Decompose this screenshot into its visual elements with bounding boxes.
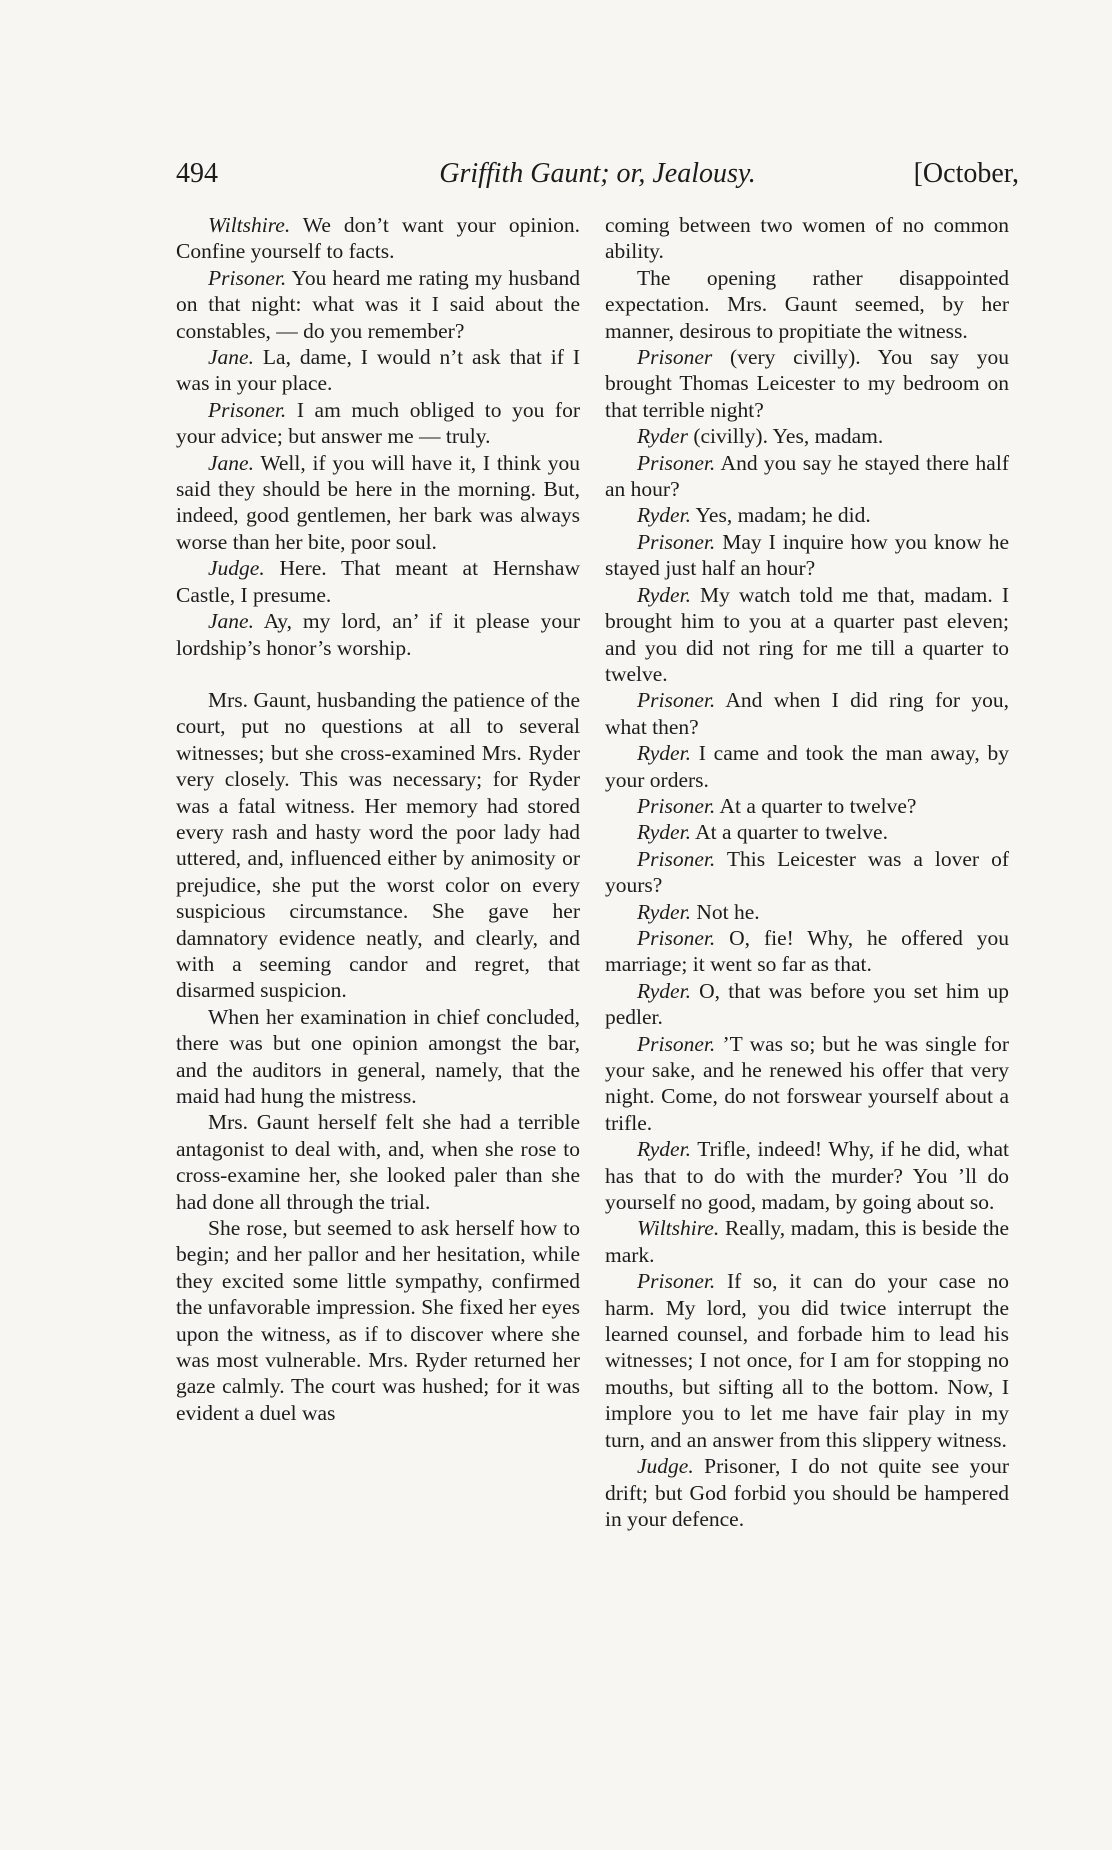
dialogue-text: May I inquire how you know he stayed just half an hour?	[605, 529, 1009, 581]
speaker-name: Prisoner.	[637, 529, 716, 554]
dialogue-paragraph	[605, 687, 1009, 740]
dialogue-paragraph	[605, 793, 1009, 819]
narrative-paragraph: Mrs. Gaunt, husbanding the patience of the court, put no questions at all to several witnesses; but she cross-examined Mrs. Ryder very closely. This was necessary; for Ryder was a fatal witness. Her memory had stored every rash and hasty word the poor lady had uttered, and, influenced either by animosity or prejudice, she put the worst color on every suspicious circumstance. She gave her damnatory evidence neatly, and clearly, and with a seeming candor and regret, that disarmed suspicion.	[176, 687, 580, 1003]
dialogue-paragraph	[605, 740, 1009, 793]
dialogue-text: Trifle, indeed! Why, if he did, what has that to do with the murder? You ’ll do yourself no good, madam, by going about so.	[605, 1137, 1009, 1215]
dialogue-text: Prisoner, I do not quite see your drift; but God forbid you should be hampered in your defence.	[605, 1454, 1009, 1531]
dialogue-paragraph	[176, 608, 580, 661]
dialogue-text: O, fie! Why, he offered you marriage; it went so far as that.	[605, 925, 1009, 977]
dialogue-text: ’T was so; but he was single for your sake, and he renewed his offer that very night. Come, do not forswear yourself about a trifle.	[605, 1031, 1009, 1135]
dialogue-paragraph	[605, 1453, 1009, 1532]
dialogue-text: At a quarter to twelve?	[715, 793, 917, 818]
speaker-name: Ryder.	[637, 582, 691, 607]
dialogue-text: And when I did ring for you, what then?	[605, 688, 1009, 739]
dialogue-paragraph	[176, 555, 580, 608]
dialogue-text: Well, if you will have it, I think you said they should be here in the morning. But, indeed, good gentlemen, her bark was always worse than her bite, poor soul.	[176, 450, 580, 554]
dialogue-paragraph	[176, 212, 580, 265]
speaker-name: Prisoner.	[637, 1269, 716, 1294]
speaker-name: Prisoner.	[637, 688, 716, 713]
dialogue-paragraph	[176, 397, 580, 450]
dialogue-paragraph	[605, 502, 1009, 528]
dialogue-text: My watch told me that, madam. I brought him to you at a quarter past eleven; and you did not ring for me till a quarter to twelve.	[605, 582, 1009, 686]
speaker-name: Prisoner.	[637, 793, 716, 818]
speaker-name: Prisoner.	[637, 925, 716, 950]
speaker-name: Prisoner.	[208, 265, 287, 290]
dialogue-text: (very civilly). You say you brought Thomas Leicester to my bedroom on that terrible night?	[605, 345, 1009, 422]
speaker-name: Ryder.	[637, 1137, 691, 1162]
page-header	[176, 158, 1019, 198]
speaker-name: Judge.	[208, 556, 265, 581]
narrative-paragraph: Mrs. Gaunt herself felt she had a terrible antagonist to deal with, and, when she rose to cross-examine her, she looked paler than she had done all through the trial.	[176, 1110, 580, 1214]
dialogue-text: La, dame, I would n’t ask that if I was in your place.	[176, 345, 580, 396]
dialogue-text: And you say he stayed there half an hour?	[605, 450, 1009, 502]
speaker-name: Ryder	[637, 424, 688, 449]
speaker-name: Ryder.	[637, 503, 691, 528]
dialogue-paragraph	[605, 529, 1009, 582]
speaker-name: Prisoner.	[208, 397, 287, 422]
speaker-name: Wiltshire.	[208, 213, 291, 237]
dialogue-paragraph	[605, 344, 1009, 423]
dialogue-text: Yes, madam; he did.	[690, 503, 871, 528]
speaker-name: Ryder.	[637, 899, 691, 924]
speaker-name: Judge.	[637, 1454, 694, 1479]
dialogue-text: Really, madam, this is beside the mark.	[605, 1216, 1009, 1267]
dialogue-text: I came and took the man away, by your orders.	[605, 741, 1009, 792]
speaker-name: Jane.	[208, 609, 254, 634]
dialogue-paragraph	[605, 925, 1009, 978]
speaker-name: Prisoner.	[637, 1031, 716, 1056]
speaker-name: Jane.	[208, 450, 254, 475]
speaker-name: Prisoner	[637, 345, 713, 370]
dialogue-text: If so, it can do your case no harm. My lord, you did twice interrupt the learned counsel, and forbade him to lead his witnesses; I not once, for I am for stopping no mouths, but sifting all to the bottom. Now, I implore you to let me have fair play in my turn, and an answer from this slippery witness.	[605, 1269, 1009, 1452]
dialogue-paragraph	[605, 1215, 1009, 1268]
dialogue-paragraph	[605, 423, 1009, 449]
dialogue-paragraph	[605, 899, 1009, 925]
speaker-name: Prisoner.	[637, 846, 716, 871]
speaker-name: Wiltshire.	[637, 1216, 720, 1241]
narrative-paragraph: She rose, but seemed to ask herself how to begin; and her pallor and her hesitation, while they excited some little sympathy, confirmed the unfavorable impression. She fixed her eyes upon the witness, as if to discover where she was most vulnerable. Mrs. Ryder returned her gaze calmly. The court was hushed; for it was evident a duel was	[176, 1216, 580, 1425]
dialogue-paragraph	[605, 1268, 1009, 1453]
dialogue-paragraph	[176, 344, 580, 397]
dialogue-text: Not he.	[690, 899, 760, 924]
dialogue-paragraph	[176, 265, 580, 344]
narrative-paragraph: coming between two women of no common ability.	[605, 213, 1009, 264]
dialogue-text: You heard me rating my husband on that night: what was it I said about the constables, — do you remember?	[176, 265, 580, 343]
issue-month: [October,	[913, 158, 1019, 189]
dialogue-text: (civilly). Yes, madam.	[687, 424, 884, 449]
left-column	[176, 212, 580, 1426]
dialogue-text: Ay, my lord, an’ if it please your lordship’s honor’s worship.	[176, 609, 580, 660]
dialogue-paragraph	[176, 450, 580, 556]
dialogue-text: At a quarter to twelve.	[690, 820, 888, 845]
speaker-name: Ryder.	[637, 820, 691, 845]
page-number: 494	[176, 158, 218, 189]
speaker-name: Ryder.	[637, 741, 691, 766]
dialogue-paragraph	[605, 1031, 1009, 1137]
dialogue-text: We don’t want your opinion. Confine yourself to facts.	[176, 213, 580, 264]
dialogue-paragraph	[605, 1136, 1009, 1215]
speaker-name: Ryder.	[637, 978, 691, 1003]
narrative-paragraph: The opening rather disappointed expectation. Mrs. Gaunt seemed, by her manner, desirous to propitiate the witness.	[605, 265, 1009, 343]
dialogue-paragraph	[605, 450, 1009, 503]
speaker-name: Prisoner.	[637, 450, 716, 475]
dialogue-text: This Leicester was a lover of yours?	[605, 846, 1009, 898]
dialogue-paragraph	[605, 819, 1009, 845]
narrative-paragraph: When her examination in chief concluded, there was but one opinion amongst the bar, and the auditors in general, namely, that the maid had hung the mistress.	[176, 1004, 580, 1108]
dialogue-paragraph	[605, 978, 1009, 1031]
running-title: Griffith Gaunt; or, Jealousy.	[439, 158, 756, 189]
speaker-name: Jane.	[208, 345, 254, 370]
dialogue-paragraph	[605, 846, 1009, 899]
dialogue-paragraph	[605, 582, 1009, 688]
dialogue-text: Here. That meant at Hernshaw Castle, I presume.	[176, 556, 580, 607]
dialogue-text: O, that was before you set him up pedler.	[605, 978, 1009, 1030]
right-column	[605, 212, 1009, 1532]
dialogue-text: I am much obliged to you for your advice; but answer me — truly.	[176, 397, 580, 449]
